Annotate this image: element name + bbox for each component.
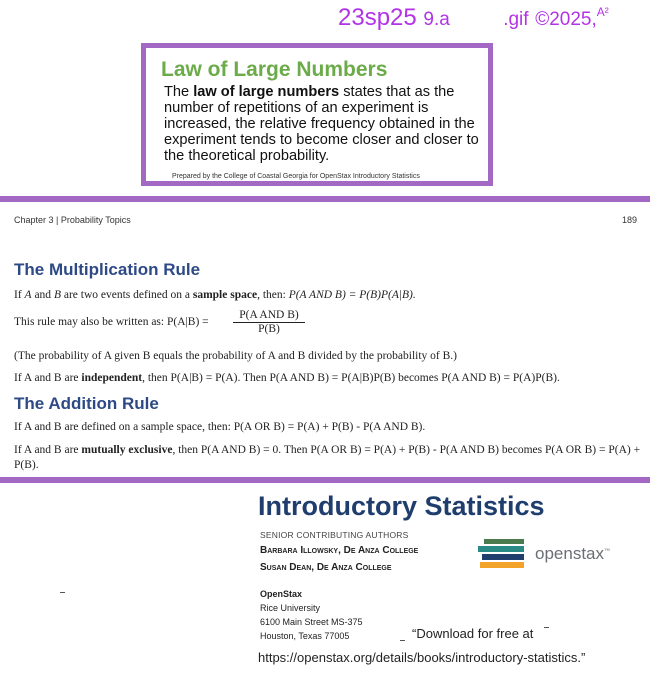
senior-authors-label: SENIOR CONTRIBUTING AUTHORS <box>260 530 409 540</box>
page-number: 189 <box>622 215 638 225</box>
conditional-fraction <box>233 309 305 335</box>
mult-rule-definition: If A and B are two events defined on a sample space, then: P(A AND B) = P(B)P(A|B). <box>14 289 416 301</box>
divider-bottom <box>0 477 650 483</box>
download-note: “Download for free at <box>412 626 534 641</box>
openstax-logo-icon <box>478 538 530 570</box>
conditional-explanation: (The probability of A given B equals the probability of A and B divided by the probability of B.) <box>14 350 458 362</box>
fraction-denominator: P(B) <box>258 323 280 335</box>
file-part: 9.a <box>423 9 450 30</box>
lln-definition: The law of large numbers states that as the number of repetitions of an experiment is increased, the relative frequency obtained in the experiment tends to become closer and closer to the theoretical probability. <box>164 84 479 164</box>
file-ext: .gif <box>503 9 529 30</box>
copyright: ©2025, <box>535 9 597 30</box>
stray-mark <box>60 592 65 593</box>
file-caption <box>338 4 650 34</box>
fraction-numerator: P(A AND B) <box>233 309 305 323</box>
lln-term: law of large numbers <box>193 84 340 100</box>
independent-rule: If A and B are independent, then P(A|B) = P(A). Then P(A AND B) = P(A|B)P(B) becomes P(A AND B) = P(A)P(B). <box>14 372 560 384</box>
lln-credit: Prepared by the College of Coastal Georgia for OpenStax Introductory Statistics <box>172 173 420 180</box>
addition-rule-heading: The Addition Rule <box>14 394 159 413</box>
publisher-city: Houston, Texas 77005 <box>260 631 350 641</box>
lln-title: Law of Large Numbers <box>161 58 388 81</box>
law-of-large-numbers-box <box>141 43 493 186</box>
stray-mark <box>400 640 405 641</box>
book-title: Introductory Statistics <box>258 491 545 521</box>
author-dean: Susan Dean, De Anza College <box>260 562 392 573</box>
course-code: 23sp25 <box>338 4 417 31</box>
divider-top <box>0 196 650 202</box>
publisher-name: OpenStax <box>260 589 303 599</box>
publisher-street: 6100 Main Street MS-375 <box>260 617 363 627</box>
mutually-exclusive-rule: If A and B are mutually exclusive, then P(A AND B) = 0. Then P(A OR B) = P(A) + P(B) - P(A AND B) becomes P(A OR B) = P(A) + P(B). <box>14 444 641 471</box>
chapter-header: Chapter 3 | Probability Topics <box>14 215 131 225</box>
download-url[interactable]: https://openstax.org/details/books/introductory-statistics.” <box>258 650 586 665</box>
openstax-wordmark: openstax™ <box>535 544 610 563</box>
addition-rule-definition: If A and B are defined on a sample space, then: P(A OR B) = P(A) + P(B) - P(A AND B). <box>14 421 426 433</box>
author-illowsky: Barbara Illowsky, De Anza College <box>260 545 419 556</box>
multiplication-rule-heading: The Multiplication Rule <box>14 260 201 279</box>
stray-mark <box>544 627 549 628</box>
publisher-institution: Rice University <box>260 603 321 613</box>
conditional-rule-text: This rule may also be written as: P(A|B) = <box>14 316 209 328</box>
copyright-suffix: A² <box>596 5 609 19</box>
